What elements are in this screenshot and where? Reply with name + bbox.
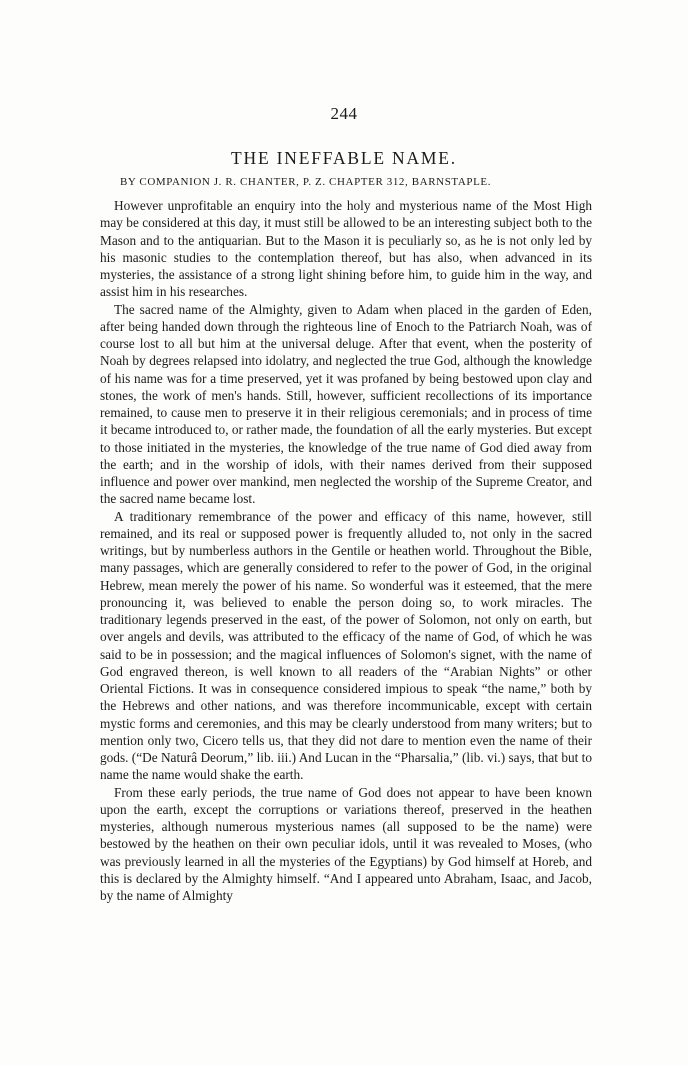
paragraph: However unprofitable an enquiry into the holy and mysterious name of the Most High may be considered at this day, it must still be allowed to be an interesting subject both to the Mason and to the antiquarian. But to the Mason it is peculiarly so, as he is not only led by his masonic studies to the contemplation thereof, but has also, when advanced in its mysteries, the assistance of a strong light shining before him, to guide him in the way, and assist him in his researches. [100,198,592,300]
paragraph: From these early periods, the true name of God does not appear to have been known upon the earth, except the corruptions or variations thereof, preserved in the heathen mysteries, although numerous mysterious names (all supposed to be the name) were bestowed by the heathen on their own peculiar idols, until it was revealed to Moses, (who was previously learned in all the mysteries of the Egyptians) by God himself at Horeb, and this is declared by the Almighty himself. “And I appeared unto Abraham, Isaac, and Jacob, by the name of Almighty [100,784,592,903]
page-number: 244 [330,104,358,123]
paragraph: The sacred name of the Almighty, given to Adam when placed in the garden of Eden, after being handed down through the righteous line of Enoch to the Patriarch Noah, was of course lost to all but him at the universal deluge. After that event, when the posterity of Noah by degrees relapsed into idolatry, and neglected the true God, although the knowledge of his name was for a time preserved, yet it was profaned by being bestowed upon clay and stones, the work of men's hands. Still, however, sufficient recollections of its importance remained, to cause men to preserve it in their religious ceremonials; and in process of time it became introduced to, or rather made, the foundation of all the early mysteries. But except to those initiated in the mysteries, the knowledge of the true name of God died away from the earth; and in the worship of idols, with their names derived from their supposed influence and power over mankind, men neglected the worship of the Supreme Creator, and the sacred name became lost. [100,301,592,507]
author-byline: BY COMPANION J. R. CHANTER, P. Z. CHAPTER 312, BARNSTAPLE. [120,176,492,188]
paragraph: A traditionary remembrance of the power and efficacy of this name, however, still remained, and its real or supposed power is frequently alluded to, not only in the sacred writings, but by numberless authors in the Gentile or heathen world. Throughout the Bible, many passages, which are generally considered to refer to the power of God, in the original Hebrew, mean merely the power of his name. So wonderful was it esteemed, that the mere pronouncing it, was believed to enable the person doing so, to work miracles. The traditionary legends preserved in the east, of the power of Solomon, not only on earth, but over angels and devils, was attributed to the efficacy of the name of God, of which he was said to be in possession; and the magical influences of Solomon's signet, with the name of God engraved thereon, is well known to all readers of the “Arabian Nights” or other Oriental Fictions. It was in consequence considered impious to speak “the name,” both by the Hebrews and other nations, and was therefore incommunicable, except with certain mystic forms and ceremonies, and this may be clearly understood from many writers; but to mention only two, Cicero tells us, that they did not dare to mention even the name of their gods. (“De Naturâ Deorum,” lib. iii.) And Lucan in the “Pharsalia,” (lib. vi.) says, that but to name the name would shake the earth. [100,508,592,783]
article-body [100,197,592,904]
article-title: THE INEFFABLE NAME. [231,148,457,168]
